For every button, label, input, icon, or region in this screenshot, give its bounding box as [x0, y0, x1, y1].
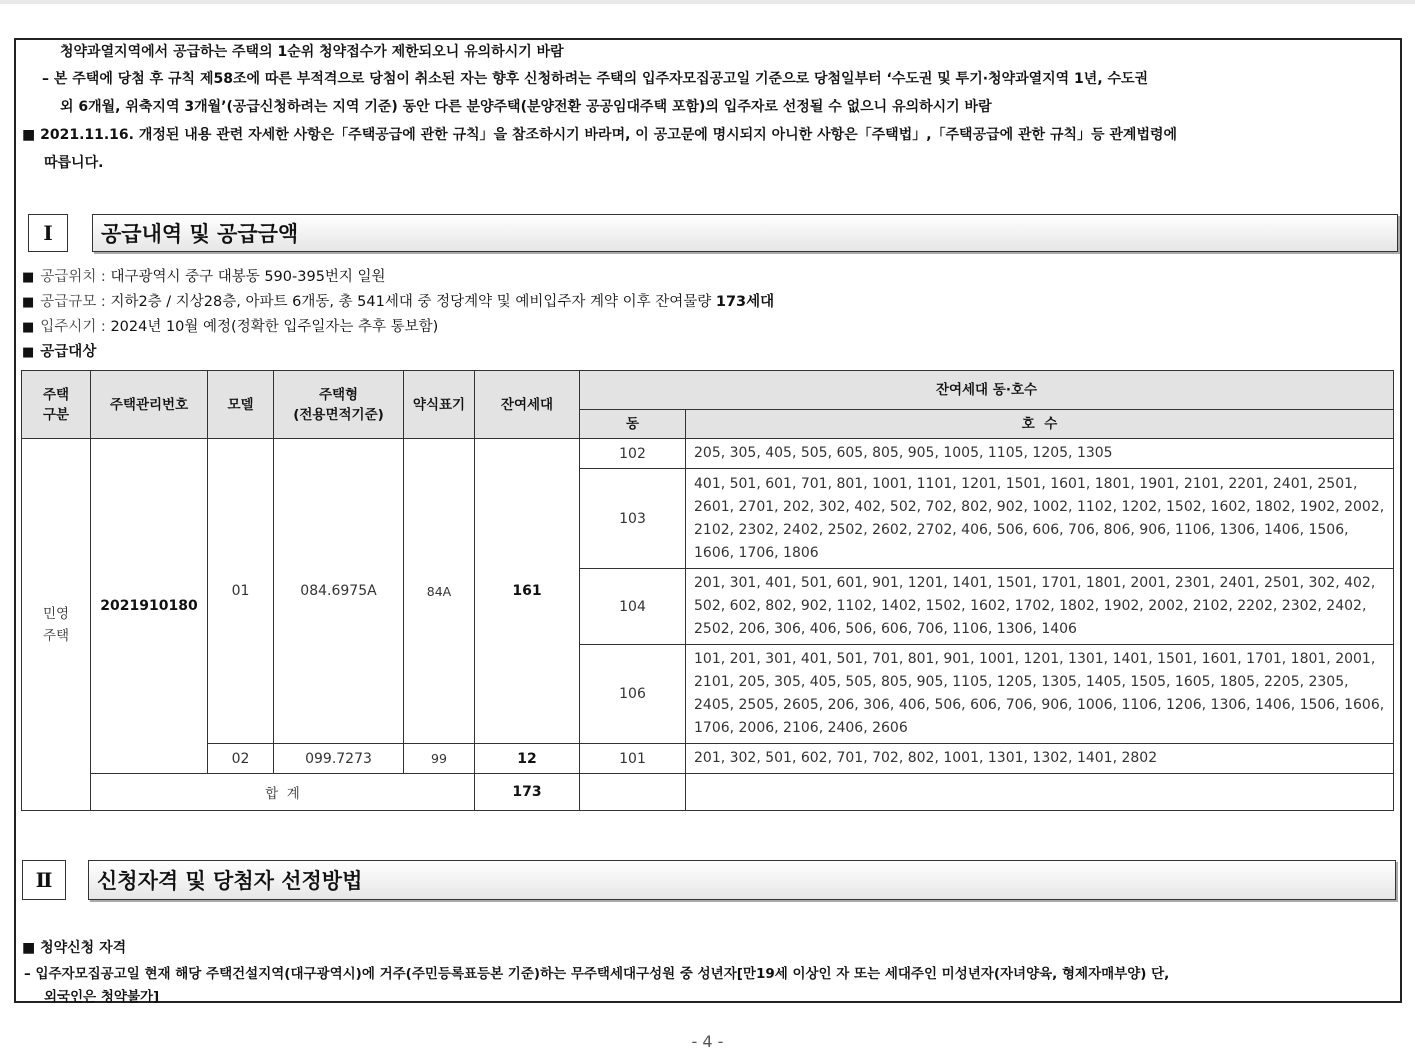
cell-housing-type: 민영 주택 [22, 439, 91, 811]
intro-line-5: 따릅니다. [44, 155, 104, 171]
cell-abbreviation: 99 [404, 744, 475, 774]
header-abbreviation: 약식표기 [404, 371, 475, 439]
bullet-square-icon: ■ [22, 320, 35, 335]
cell-unit-list: 205, 305, 405, 505, 605, 805, 905, 1005, 1105, 1205, 1305 [686, 439, 1394, 469]
cell-total: 173 [475, 774, 580, 811]
cell-unit-list: 401, 501, 601, 701, 801, 1001, 1101, 1201, 1501, 1601, 1801, 1901, 2101, 2201, 2401, 2501, 2601, 2701, 202, 302, 402, 502, 702, 802, 902, 1002, 1102, 1202, 1502, 1602, 1802, 1902, 2002, 2102, 2302, 2402, 2502, 2602, 2702, 406, 506, 606, 706, 806, 906, 1106, 1306, 1406, 1506, 1606, 1706, 1806 [686, 469, 1394, 569]
intro-line-1: 청약과열지역에서 공급하는 주택의 1순위 청약접수가 제한되오니 유의하시기 바람 [60, 44, 564, 60]
cell-empty [580, 774, 686, 811]
header-housing-type: 주택 구분 [22, 371, 91, 439]
table-total-row [22, 774, 1394, 811]
header-housing-size: 주택형 (전용면적기준) [274, 371, 404, 439]
cell-abbreviation: 84A [404, 439, 475, 744]
cell-dong: 102 [580, 439, 686, 469]
cell-housing-size: 099.7273 [274, 744, 404, 774]
cell-management-number: 2021910180 [91, 439, 208, 774]
cell-dong: 104 [580, 569, 686, 645]
cell-unit-list: 101, 201, 301, 401, 501, 701, 801, 901, 1001, 1201, 1301, 1401, 1501, 1601, 1701, 1801, 2001, 2101, 205, 305, 405, 505, 805, 905, 1105, 1205, 1305, 1405, 1505, 1605, 1805, 2205, 2305, 2405, 2505, 2605, 206, 306, 406, 506, 606, 706, 906, 1006, 1106, 1206, 1306, 1406, 1506, 1606, 1706, 2006, 2106, 2406, 2606 [686, 645, 1394, 744]
cell-remaining: 12 [475, 744, 580, 774]
cell-total-label: 합 계 [91, 774, 475, 811]
header-management-number: 주택관리번호 [91, 371, 208, 439]
header-remaining: 잔여세대 [475, 371, 580, 439]
info-scale: ■ 공급규모 : 지하2층 / 지상28층, 아파트 6개동, 총 541세대 중 정당계약 및 예비입주자 계약 이후 잔여물량 173세대 [22, 294, 775, 310]
cell-model: 01 [208, 439, 274, 744]
table-row [22, 439, 1394, 469]
section-1-number: I [28, 214, 68, 252]
bullet-square-icon: ■ [22, 295, 35, 310]
info-target: ■ 공급대상 [22, 344, 97, 360]
section-1-title: 공급내역 및 공급금액 [92, 214, 1398, 252]
top-edge [0, 0, 1415, 4]
cell-dong: 106 [580, 645, 686, 744]
header-ho: 호 수 [686, 410, 1394, 439]
cell-unit-list: 201, 302, 501, 602, 701, 702, 802, 1001, 1301, 1302, 1401, 2802 [686, 744, 1394, 774]
page-number: - 4 - [691, 1032, 724, 1051]
cell-housing-size: 084.6975A [274, 439, 404, 744]
table-header-row [22, 371, 1394, 410]
section-2-title: 신청자격 및 당첨자 선정방법 [88, 860, 1396, 900]
cell-unit-list: 201, 301, 401, 501, 601, 901, 1201, 1401, 1501, 1701, 1801, 2001, 2301, 2401, 2501, 302, 402, 502, 602, 802, 902, 1102, 1402, 1502, 1602, 1702, 1802, 1902, 2002, 2102, 2202, 2302, 2402, 2502, 206, 306, 406, 506, 606, 706, 1106, 1306, 1406 [686, 569, 1394, 645]
header-model: 모델 [208, 371, 274, 439]
intro-line-2: – 본 주택에 당첨 후 규칙 제58조에 따른 부적격으로 당첨이 취소된 자는 향후 신청하려는 주택의 입주자모집공고일 기준으로 당첨일부터 ‘수도권 및 투기·청약과열지역 1년, 수도권 [42, 71, 1149, 87]
cell-dong: 101 [580, 744, 686, 774]
bullet-square-icon: ■ [22, 345, 35, 360]
cell-empty [686, 774, 1394, 811]
info-location: ■ 공급위치 : 대구광역시 중구 대봉동 590-395번지 일원 [22, 269, 386, 285]
supply-table [21, 370, 1394, 811]
qualification-line-2: 외국인은 청약불가] [44, 989, 160, 1005]
intro-line-3: 외 6개월, 위축지역 3개월’(공급신청하려는 지역 기준) 동안 다른 분양주택(분양전환 공공임대주택 포함)의 입주자로 선정될 수 없으니 유의하시기 바람 [60, 99, 992, 115]
qualification-line-1: – 입주자모집공고일 현재 해당 주택건설지역(대구광역시)에 거주(주민등록표등본 기준)하는 무주택세대구성원 중 성년자[만19세 이상인 자 또는 세대주인 미성년자(자녀양육, 형제자매부양) 단, [24, 966, 1170, 982]
document-frame [14, 38, 1402, 1003]
cell-model: 02 [208, 744, 274, 774]
intro-line-4: ■ 2021.11.16. 개정된 내용 관련 자세한 사항은「주택공급에 관한 규칙」을 참조하시기 바라며, 이 공고문에 명시되지 아니한 사항은「주택법」,「주택공급에 관한 규칙」등 관계법령에 [22, 127, 1178, 143]
header-dong: 동 [580, 410, 686, 439]
qualification-heading: ■ 청약신청 자격 [22, 940, 127, 956]
bullet-square-icon: ■ [22, 270, 35, 285]
cell-remaining: 161 [475, 439, 580, 744]
header-remaining-units: 잔여세대 동·호수 [580, 371, 1394, 410]
cell-dong: 103 [580, 469, 686, 569]
table-row [22, 744, 1394, 774]
section-2-number: Ⅱ [22, 860, 66, 900]
info-movein: ■ 입주시기 : 2024년 10월 예정(정확한 입주일자는 추후 통보함) [22, 319, 439, 335]
